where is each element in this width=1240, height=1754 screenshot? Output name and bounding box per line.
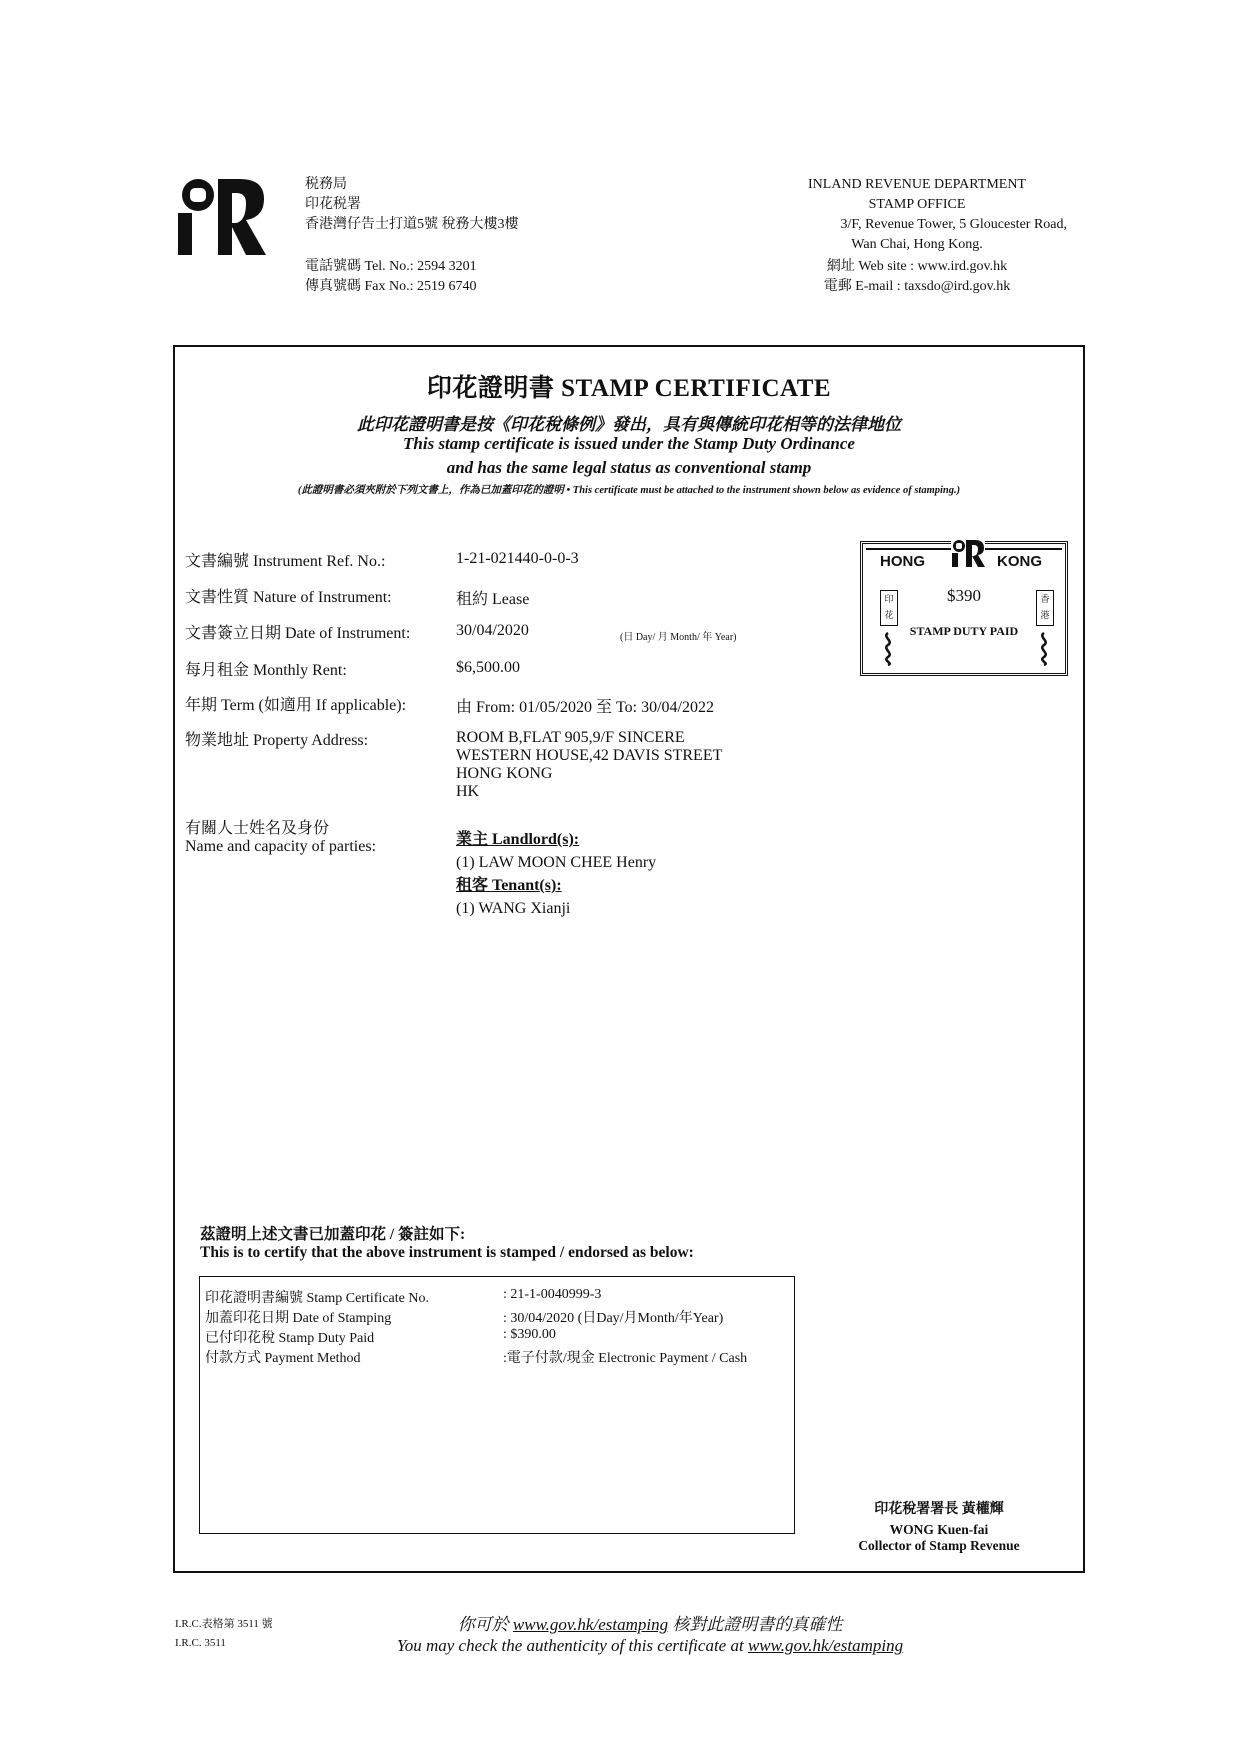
term-label: 年期 Term (如適用 If applicable): [185,697,407,714]
stamp-seal-right: 香港 [1036,590,1054,626]
verify-en-link[interactable]: www.gov.hk/estamping [747,1636,904,1655]
certify-heading-zh: 茲證明上述文書已加蓋印花 / 簽註如下: [200,1226,466,1243]
parties-block [456,828,656,920]
parties-label [185,820,376,856]
landlord-heading: 業主 Landlord(s): [456,831,580,848]
collector-title-zh: 印花稅署署長 黃權輝 [874,1502,1004,1517]
email: 電郵 E-mail : taxsdo@ird.gov.hk [823,279,1011,294]
rent-value: $6,500.00 [456,659,520,676]
date-format-hint: (日 Day/ 月 Month/ 年 Year) [620,632,737,643]
address-en-line2: Wan Chai, Hong Kong. [851,237,983,252]
rent-label: 每月租金 Monthly Rent: [185,662,347,679]
landlord-name: (1) LAW MOON CHEE Henry [456,854,657,871]
stamp-cert-no-value: : 21-1-0040999-3 [503,1287,602,1302]
parties-label-en: Name and capacity of parties: [185,838,377,855]
property-address [456,729,722,801]
payment-method-label: 付款方式 Payment Method [205,1351,361,1366]
duty-paid-value: : $390.00 [503,1327,556,1342]
verify-en-prefix: You may check the authenticity of this certificate at [396,1636,748,1655]
dept-name-en: INLAND REVENUE DEPARTMENT [808,177,1026,192]
term-value: 由 From: 01/05/2020 至 To: 30/04/2022 [456,699,715,716]
stamp-hong: HONG [880,553,925,570]
address-en-line1: 3/F, Revenue Tower, 5 Gloucester Road, [840,217,1067,232]
address-line: WESTERN HOUSE,42 DAVIS STREET [456,747,723,764]
tenant-heading: 租客 Tenant(s): [456,877,562,894]
subtitle-zh: 此印花證明書是按《印花稅條例》發出，具有與傳統印花相等的法律地位 [357,415,901,434]
subtitle-en-line1: This stamp certificate is issued under the Stamp Duty Ordinance [403,434,855,453]
parties-label-zh: 有關人士姓名及身份 [185,820,330,837]
certificate-title: 印花證明書 STAMP CERTIFICATE [426,375,832,402]
form-number-en: I.R.C. 3511 [175,1637,226,1649]
fax-number: 傳真號碼 Fax No.: 2519 6740 [305,279,477,294]
verify-zh-prefix: 你可於 [457,1615,513,1634]
header-left-block [305,175,519,297]
ref-value: 1-21-021440-0-0-3 [456,550,579,567]
stamp-amount: $390 [947,586,981,605]
tel-number: 電話號碼 Tel. No.: 2594 3201 [305,259,477,274]
collector-name: WONG Kuen-fai [889,1522,989,1537]
address-line: HK [456,783,480,800]
payment-method-value: :電子付款/現金 Electronic Payment / Cash [503,1351,748,1366]
stamp-ird-logo [951,538,985,568]
certify-heading-en: This is to certify that the above instrument is stamped / endorsed as below: [200,1244,694,1261]
stamp-kong: KONG [997,553,1042,570]
address-zh: 香港灣仔告士打道5號 稅務大樓3樓 [305,217,519,232]
ref-label: 文書編號 Instrument Ref. No.: [185,553,386,570]
header-right-block [767,175,1067,297]
stamping-date-label: 加蓋印花日期 Date of Stamping [205,1311,392,1326]
office-name-en: STAMP OFFICE [868,197,966,212]
office-name-zh: 印花税署 [305,197,361,212]
nature-value: 租約 Lease [456,591,530,608]
ird-logo [178,175,268,257]
date-label: 文書簽立日期 Date of Instrument: [185,625,411,642]
date-value: 30/04/2020 [456,622,529,639]
address-line: HONG KONG [456,765,553,782]
form-number-zh: I.R.C.表格第 3511 號 [175,1618,273,1630]
website: 網址 Web site : www.ird.gov.hk [826,259,1008,274]
subtitle-en-line2: and has the same legal status as conventional stamp [446,458,812,477]
stamp-seal-left: 印花 [880,590,898,626]
stamping-date-value: : 30/04/2020 (日Day/月Month/年Year) [503,1311,724,1326]
address-label: 物業地址 Property Address: [185,732,369,749]
verify-line-en [250,1636,1050,1656]
stamp-duty-paid-label: STAMP DUTY PAID [909,624,1019,638]
attachment-note: (此證明書必須夾附於下列文書上，作為已加蓋印花的證明 • This certificate must be attached to the instrument shown below as evidence of stamping.) [297,485,961,496]
address-line: ROOM B,FLAT 905,9/F SINCERE [456,729,685,746]
verify-zh-link[interactable]: www.gov.hk/estamping [512,1615,669,1634]
collector-title-en: Collector of Stamp Revenue [858,1538,1020,1553]
stamp-cert-no-label: 印花證明書編號 Stamp Certificate No. [205,1291,429,1306]
tenant-name: (1) WANG Xianji [456,900,571,917]
duty-paid-label: 已付印花稅 Stamp Duty Paid [205,1331,375,1346]
verify-line-zh [250,1610,1050,1635]
dept-name-zh: 税務局 [305,177,347,192]
verify-zh-suffix: 核對此證明書的真確性 [668,1615,843,1634]
nature-label: 文書性質 Nature of Instrument: [185,589,392,606]
